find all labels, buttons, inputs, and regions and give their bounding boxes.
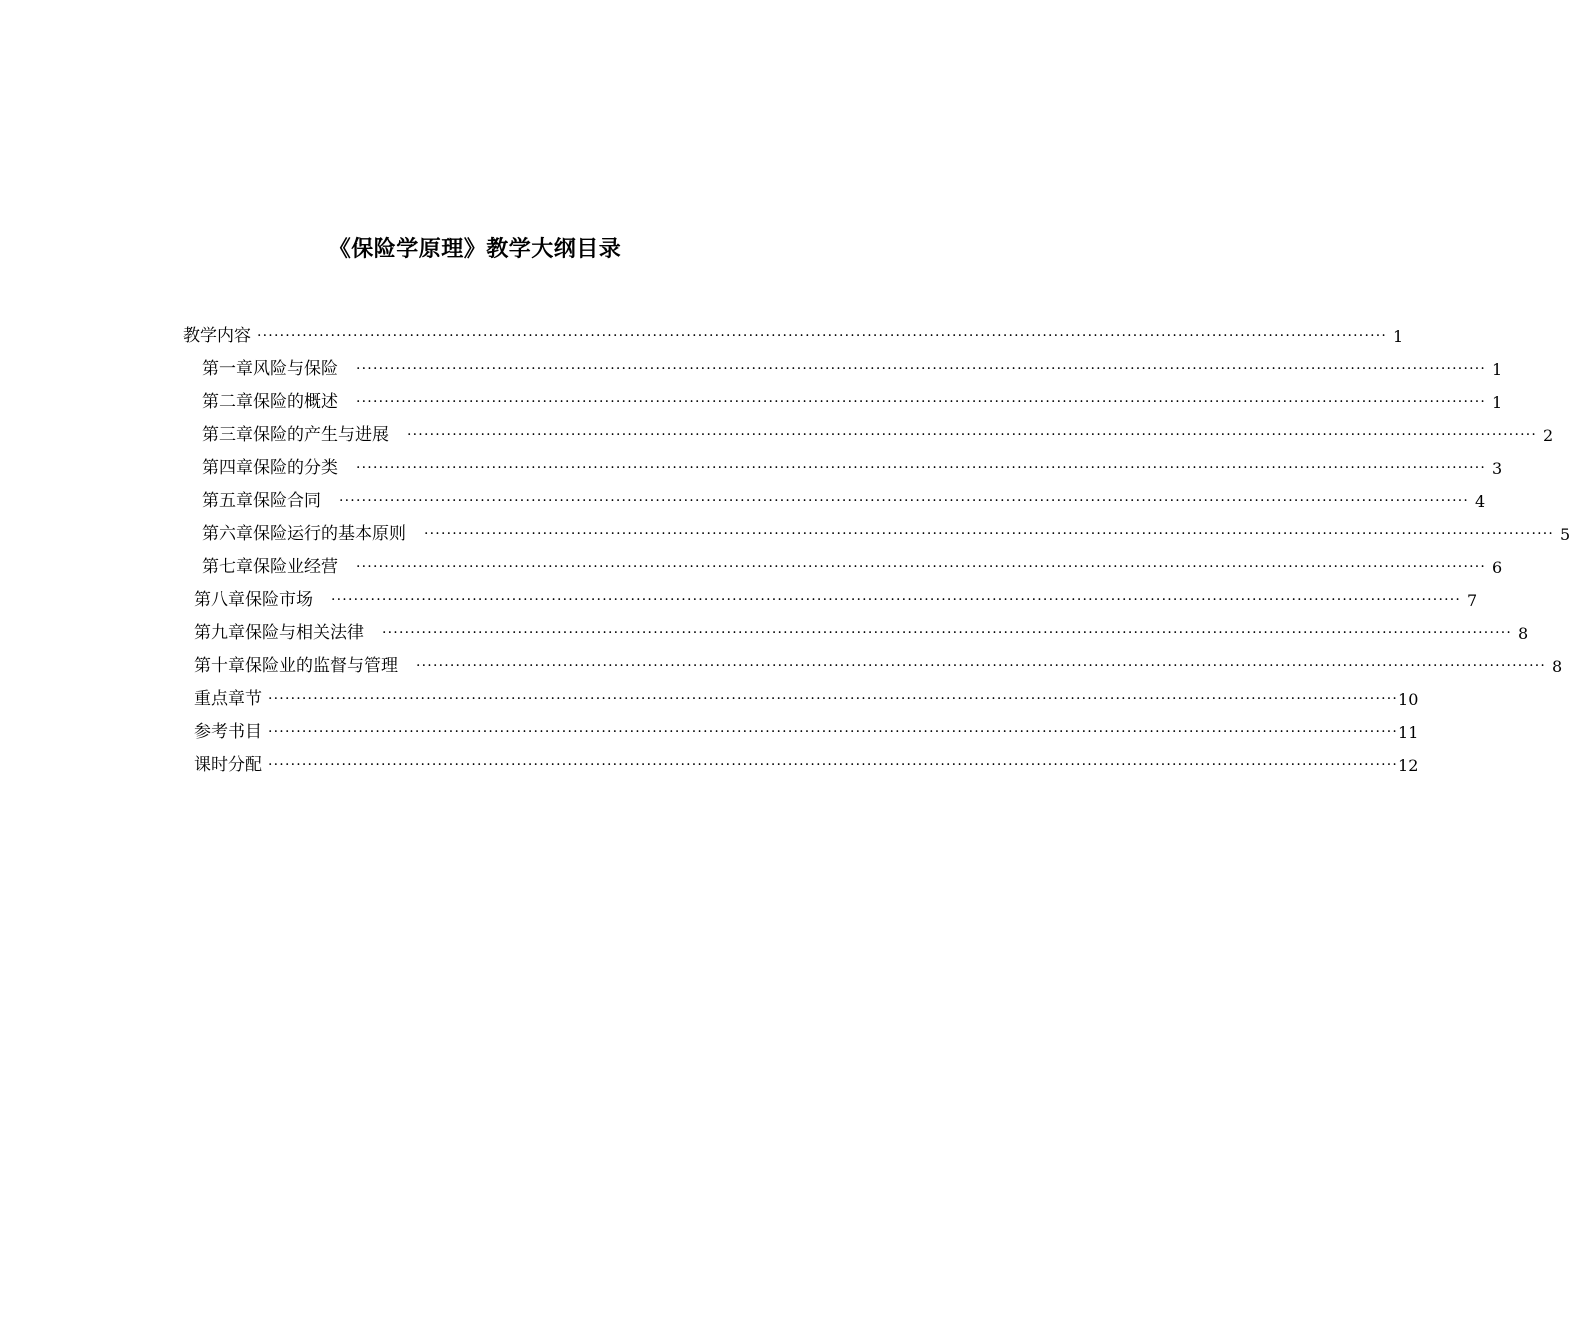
toc-entry-title: 保险业的监督与管理	[245, 656, 398, 676]
toc-chapter-number: 第九章	[194, 623, 245, 643]
toc-page-number: 12	[1398, 756, 1419, 775]
toc-page-number: 3	[1492, 459, 1503, 478]
page-title: 《保险学原理》教学大纲目录	[328, 237, 622, 262]
toc-entry-title: 课时分配	[194, 755, 262, 775]
toc-page-number: 1	[1393, 327, 1404, 346]
toc-entry-title: 保险业经营	[253, 557, 338, 577]
toc-entry-teaching-content[interactable]	[183, 320, 1404, 353]
toc-chapter-number: 第六章	[202, 524, 253, 544]
toc-chapter-number: 第五章	[202, 491, 253, 511]
toc-page-number: 1	[1492, 360, 1503, 379]
toc-entry-title: 保险的产生与进展	[253, 425, 389, 445]
toc-entry-chapter-3[interactable]	[202, 419, 1554, 452]
toc-chapter-number: 第二章	[202, 392, 253, 412]
toc-entry-title: 保险的分类	[253, 458, 338, 478]
toc-dot-leader: ········································································································································································································	[356, 394, 1487, 410]
toc-chapter-number: 第一章	[202, 359, 253, 379]
toc-entry-hour-allocation[interactable]	[194, 749, 1419, 782]
toc-chapter-number: 第七章	[202, 557, 253, 577]
toc-entry-references[interactable]	[194, 716, 1419, 749]
toc-entry-title: 保险运行的基本原则	[253, 524, 406, 544]
toc-page-number: 5	[1560, 525, 1570, 544]
toc-page-number: 1	[1492, 393, 1503, 412]
toc-dot-leader: ········································································································································································································	[424, 526, 1555, 542]
toc-page-number: 8	[1518, 624, 1529, 643]
toc-page-number: 11	[1398, 723, 1419, 742]
toc-dot-leader: ········································································································································································································	[407, 427, 1538, 443]
toc-page-number: 2	[1543, 426, 1554, 445]
toc-entry-title: 重点章节	[194, 689, 262, 709]
toc-entry-title: 保险合同	[253, 491, 321, 511]
toc-entry-chapter-8[interactable]	[194, 584, 1478, 617]
toc-dot-leader: ········································································································································································································	[356, 559, 1487, 575]
toc-page-number: 4	[1475, 492, 1486, 511]
toc-page-number: 8	[1552, 657, 1563, 676]
toc-dot-leader: ········································································································································································································	[268, 691, 1399, 707]
toc-entry-title: 保险的概述	[253, 392, 338, 412]
toc-chapter-number: 第八章	[194, 590, 245, 610]
toc-entry-chapter-1[interactable]	[202, 353, 1503, 386]
toc-entry-title: 保险与相关法律	[245, 623, 364, 643]
toc-page-number: 6	[1492, 558, 1503, 577]
toc-dot-leader: ········································································································································································································	[382, 625, 1513, 641]
toc-page-number: 7	[1467, 591, 1478, 610]
toc-dot-leader: ········································································································································································································	[268, 724, 1399, 740]
toc-dot-leader: ········································································································································································································	[356, 361, 1487, 377]
toc-entry-title: 保险市场	[245, 590, 313, 610]
toc-entry-chapter-5[interactable]	[202, 485, 1486, 518]
toc-entry-chapter-10[interactable]	[194, 650, 1563, 683]
toc-entry-title: 教学内容	[183, 326, 251, 346]
toc-entry-chapter-7[interactable]	[202, 551, 1503, 584]
toc-entry-chapter-9[interactable]	[194, 617, 1529, 650]
toc-entry-chapter-4[interactable]	[202, 452, 1503, 485]
toc-chapter-number: 第四章	[202, 458, 253, 478]
toc-page-number: 10	[1398, 690, 1419, 709]
toc-entry-title: 风险与保险	[253, 359, 338, 379]
toc-entry-title: 参考书目	[194, 722, 262, 742]
toc-entry-chapter-6[interactable]	[202, 518, 1570, 551]
toc-dot-leader: ········································································································································································································	[257, 328, 1388, 344]
toc-dot-leader: ········································································································································································································	[268, 757, 1399, 773]
toc-chapter-number: 第三章	[202, 425, 253, 445]
toc-entry-chapter-2[interactable]	[202, 386, 1503, 419]
toc-entry-key-chapters[interactable]	[194, 683, 1419, 716]
toc-chapter-number: 第十章	[194, 656, 245, 676]
toc-dot-leader: ········································································································································································································	[356, 460, 1487, 476]
toc-dot-leader: ········································································································································································································	[331, 592, 1462, 608]
toc-dot-leader: ········································································································································································································	[339, 493, 1470, 509]
toc-dot-leader: ········································································································································································································	[416, 658, 1547, 674]
